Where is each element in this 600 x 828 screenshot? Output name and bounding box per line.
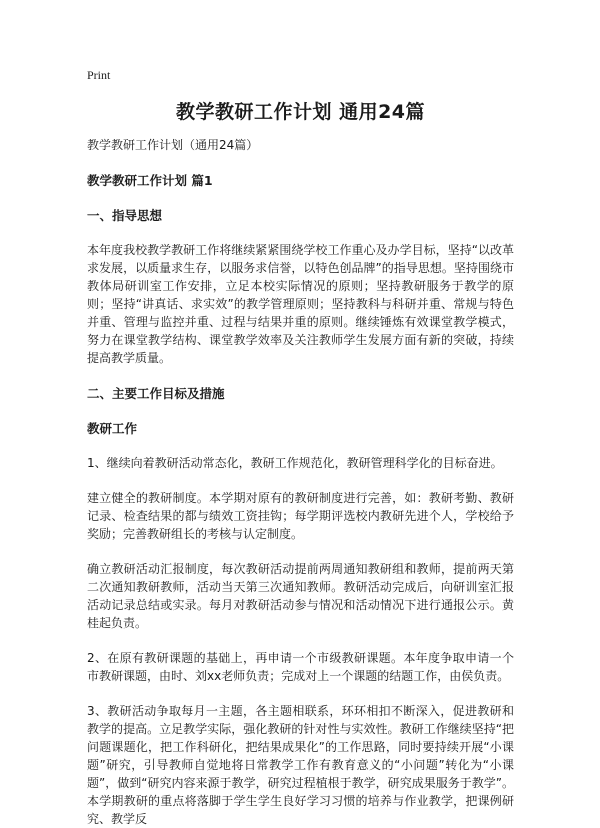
paragraph-goal-2: 2、在原有教研课题的基础上，再申请一个市级教研课题。本年度争取申请一个市教研课题，由时、刘xx老师负责；完成对上一个课题的结题工作，由侯负责。 xyxy=(87,651,514,683)
paragraph-goal-1: 1、继续向着教研活动常态化，教研工作规范化，教研管理科学化的目标奋进。 xyxy=(87,456,503,470)
document-subtitle: 教学教研工作计划（通用24篇） xyxy=(87,138,259,152)
section-1-heading: 一、指导思想 xyxy=(87,208,163,223)
section-2-subheading: 教研工作 xyxy=(87,421,138,436)
paragraph-report: 确立教研活动汇报制度，每次教研活动提前两周通知教研组和教师，提前两天第二次通知教研教师，活动当天第三次通知教师。教研活动完成后，向研训室汇报活动记录总结或实录。每月对教研活动参与情况和活动情况下进行通报公示。黄桂起负责。 xyxy=(87,562,514,630)
paragraph-goal-3: 3、教研活动争取每月一主题，各主题相联系，环环相扣不断深入，促进教研和教学的提高。立足教学实际，强化教研的针对性与实效性。教研工作继续坚持“把问题课题化，把工作科研化，把结果成果化”的工作思路，同时要持续开展“小课题”研究，引导教师自觉地将日常教学工作有教育意义的“小问题”转化为“小课题”，做到“研究内容来源于教学，研究过程植根于教学，研究成果服务于教学”。本学期教研的重点将落脚于学生学生良好学习习惯的培养与作业教学，把课例研究、教学反 xyxy=(87,704,514,826)
document-title: 教学教研工作计划 通用24篇 xyxy=(175,101,426,123)
paragraph-system: 建立健全的教研制度。本学期对原有的教研制度进行完善，如：教研考勤、教研记录、检查结果的都与绩效工资挂钩；每学期评选校内教研先进个人，学校给予奖励；完善教研组长的考核与认定制度。 xyxy=(87,491,514,541)
print-link[interactable]: Print xyxy=(87,68,111,82)
part-heading: 教学教研工作计划 篇1 xyxy=(87,173,213,188)
section-1-paragraph: 本年度我校教学教研工作将继续紧紧围绕学校工作重心及办学目标，坚持“以改革求发展，以质量求生存，以服务求信誉，以特色创品牌”的指导思想。坚持围绕市教体局研训室工作安排，立足本校实际情况的原则；坚持教研服务于教学的原则；坚持“讲真话、求实效”的教学管理原则；坚持教科与科研并重、常规与特色并重、管理与监控并重、过程与结果并重的原则。继续锤炼有效课堂教学模式，努力在课堂教学结构、课堂教学效率及关注教师学生发展方面有新的突破，持续提高教学质量。 xyxy=(87,243,514,365)
section-2-heading: 二、主要工作目标及措施 xyxy=(87,386,225,401)
